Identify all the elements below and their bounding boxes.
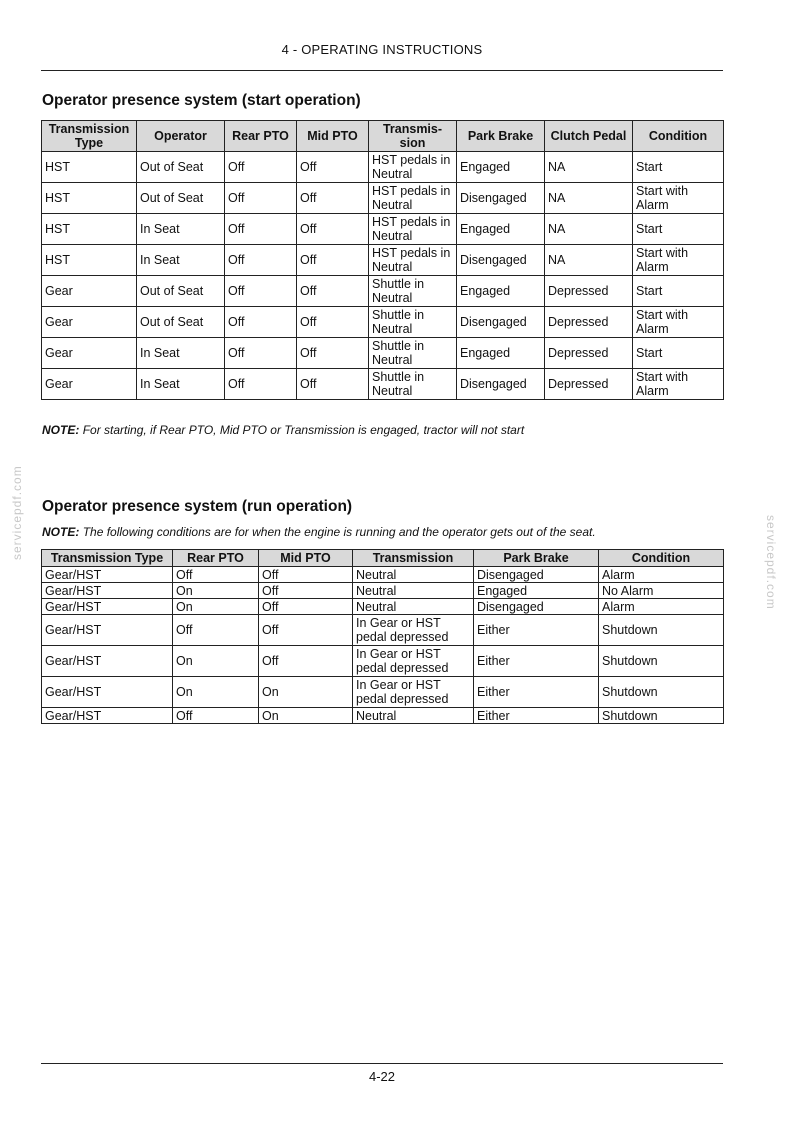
table-cell: On [259, 708, 353, 724]
column-header: Mid PTO [297, 121, 369, 152]
table-cell: Engaged [457, 276, 545, 307]
table-cell: Gear [42, 276, 137, 307]
table-cell: Alarm [599, 567, 724, 583]
table-cell: In Gear or HST pedal depressed [353, 677, 474, 708]
watermark-right: servicepdf.com [764, 515, 778, 610]
table-cell: On [173, 599, 259, 615]
column-header: Mid PTO [259, 550, 353, 567]
section-title-run-operation: Operator presence system (run operation) [42, 498, 353, 515]
footer-divider [41, 1063, 723, 1064]
table-cell: Shuttle in Neutral [369, 338, 457, 369]
table-cell: Off [225, 152, 297, 183]
page-number: 4-22 [368, 1069, 396, 1084]
table-cell: Gear [42, 338, 137, 369]
column-header: Transmission Type [42, 550, 173, 567]
table-header-row [42, 550, 724, 567]
table-cell: NA [545, 214, 633, 245]
table-cell: Engaged [457, 152, 545, 183]
table-cell: Off [225, 369, 297, 400]
table-cell: HST pedals in Neutral [369, 183, 457, 214]
table-cell: Shuttle in Neutral [369, 369, 457, 400]
run-operation-note [42, 525, 596, 539]
table-cell: Off [297, 152, 369, 183]
table-cell: In Seat [137, 245, 225, 276]
note-text: The following conditions are for when the engine is running and the operator gets out of the seat. [82, 525, 596, 539]
note-text: For starting, if Rear PTO, Mid PTO or Transmission is engaged, tractor will not start [82, 423, 525, 437]
table-cell: Off [297, 245, 369, 276]
table-row [42, 214, 724, 245]
page-header-title: 4 - OPERATING INSTRUCTIONS [281, 42, 483, 57]
table-cell: NA [545, 183, 633, 214]
table-cell: Off [297, 338, 369, 369]
table-cell: Engaged [474, 583, 599, 599]
section-title-start-operation: Operator presence system (start operation) [42, 92, 361, 109]
table-cell: Start with Alarm [633, 183, 724, 214]
table-cell: In Gear or HST pedal depressed [353, 615, 474, 646]
table-cell: Gear/HST [42, 646, 173, 677]
table-row [42, 615, 724, 646]
table-cell: Neutral [353, 708, 474, 724]
table-row [42, 599, 724, 615]
table-cell: Off [225, 307, 297, 338]
table-row [42, 338, 724, 369]
table-cell: Off [297, 214, 369, 245]
table-header-row [42, 121, 724, 152]
table-cell: HST pedals in Neutral [369, 245, 457, 276]
table-cell: Off [259, 599, 353, 615]
table-cell: Shutdown [599, 708, 724, 724]
table-cell: In Seat [137, 214, 225, 245]
table-cell: Depressed [545, 276, 633, 307]
table-cell: In Seat [137, 338, 225, 369]
column-header: Rear PTO [173, 550, 259, 567]
table-cell: Off [297, 183, 369, 214]
table-cell: Disengaged [457, 307, 545, 338]
table-cell: Either [474, 708, 599, 724]
table-cell: On [259, 677, 353, 708]
table-cell: Shutdown [599, 646, 724, 677]
watermark-left: servicepdf.com [10, 465, 24, 560]
table-cell: NA [545, 245, 633, 276]
table-cell: Disengaged [457, 245, 545, 276]
table-cell: Depressed [545, 307, 633, 338]
table-row [42, 646, 724, 677]
table-cell: Gear/HST [42, 615, 173, 646]
table-cell: On [173, 583, 259, 599]
table-cell: Shutdown [599, 615, 724, 646]
table-cell: Either [474, 615, 599, 646]
note-label: NOTE: [42, 423, 80, 437]
table-row [42, 369, 724, 400]
table-cell: Either [474, 677, 599, 708]
table-cell: Off [297, 369, 369, 400]
table-row [42, 708, 724, 724]
table-cell: On [173, 646, 259, 677]
table-cell: Off [173, 567, 259, 583]
table-row [42, 245, 724, 276]
table-cell: Disengaged [474, 599, 599, 615]
column-header: Park Brake [457, 121, 545, 152]
table-cell: Disengaged [457, 183, 545, 214]
table-cell: Gear/HST [42, 567, 173, 583]
table-cell: HST [42, 214, 137, 245]
table-cell: Start with Alarm [633, 307, 724, 338]
run-operation-table [41, 549, 724, 724]
table-cell: Off [259, 567, 353, 583]
table-cell: Start [633, 152, 724, 183]
table-cell: Out of Seat [137, 307, 225, 338]
column-header: Park Brake [474, 550, 599, 567]
table-row [42, 183, 724, 214]
column-header: Transmission [353, 550, 474, 567]
table-cell: Off [225, 214, 297, 245]
table-row [42, 276, 724, 307]
table-cell: On [173, 677, 259, 708]
table-cell: Disengaged [457, 369, 545, 400]
table-cell: Out of Seat [137, 152, 225, 183]
table-cell: Off [225, 183, 297, 214]
start-operation-note [42, 423, 524, 437]
table-cell: HST [42, 183, 137, 214]
table-cell: HST [42, 245, 137, 276]
table-cell: Shuttle in Neutral [369, 307, 457, 338]
table-cell: Gear/HST [42, 708, 173, 724]
table-cell: Off [173, 615, 259, 646]
table-cell: Gear/HST [42, 677, 173, 708]
table-cell: Gear [42, 307, 137, 338]
column-header: Operator [137, 121, 225, 152]
table-cell: Off [259, 646, 353, 677]
table-cell: Off [225, 245, 297, 276]
table-cell: HST pedals in Neutral [369, 214, 457, 245]
table-cell: Off [297, 307, 369, 338]
table-cell: Off [259, 615, 353, 646]
header-divider [41, 70, 723, 71]
column-header: Transmission Type [42, 121, 137, 152]
table-cell: Depressed [545, 338, 633, 369]
table-cell: Out of Seat [137, 276, 225, 307]
table-cell: Neutral [353, 567, 474, 583]
table-cell: Off [297, 276, 369, 307]
table-row [42, 677, 724, 708]
table-row [42, 583, 724, 599]
table-cell: Disengaged [474, 567, 599, 583]
start-operation-table [41, 120, 724, 400]
column-header: Condition [599, 550, 724, 567]
table-cell: NA [545, 152, 633, 183]
table-cell: Shutdown [599, 677, 724, 708]
table-row [42, 152, 724, 183]
note-label: NOTE: [42, 525, 80, 539]
table-cell: In Gear or HST pedal depressed [353, 646, 474, 677]
column-header: Transmis-sion [369, 121, 457, 152]
table-cell: Shuttle in Neutral [369, 276, 457, 307]
table-cell: Engaged [457, 214, 545, 245]
table-cell: Neutral [353, 599, 474, 615]
table-cell: Alarm [599, 599, 724, 615]
table-cell: Start [633, 276, 724, 307]
table-cell: Off [225, 276, 297, 307]
table-cell: Out of Seat [137, 183, 225, 214]
table-cell: Depressed [545, 369, 633, 400]
table-cell: Off [259, 583, 353, 599]
table-cell: Gear/HST [42, 583, 173, 599]
table-cell: In Seat [137, 369, 225, 400]
table-cell: Start with Alarm [633, 369, 724, 400]
table-cell: No Alarm [599, 583, 724, 599]
column-header: Rear PTO [225, 121, 297, 152]
table-cell: Engaged [457, 338, 545, 369]
table-cell: HST pedals in Neutral [369, 152, 457, 183]
table-row [42, 567, 724, 583]
table-cell: Start [633, 338, 724, 369]
table-cell: Gear/HST [42, 599, 173, 615]
column-header: Clutch Pedal [545, 121, 633, 152]
table-cell: Off [225, 338, 297, 369]
table-cell: Gear [42, 369, 137, 400]
table-cell: Start [633, 214, 724, 245]
column-header: Condition [633, 121, 724, 152]
table-cell: HST [42, 152, 137, 183]
table-row [42, 307, 724, 338]
table-cell: Off [173, 708, 259, 724]
table-cell: Either [474, 646, 599, 677]
table-cell: Start with Alarm [633, 245, 724, 276]
table-cell: Neutral [353, 583, 474, 599]
